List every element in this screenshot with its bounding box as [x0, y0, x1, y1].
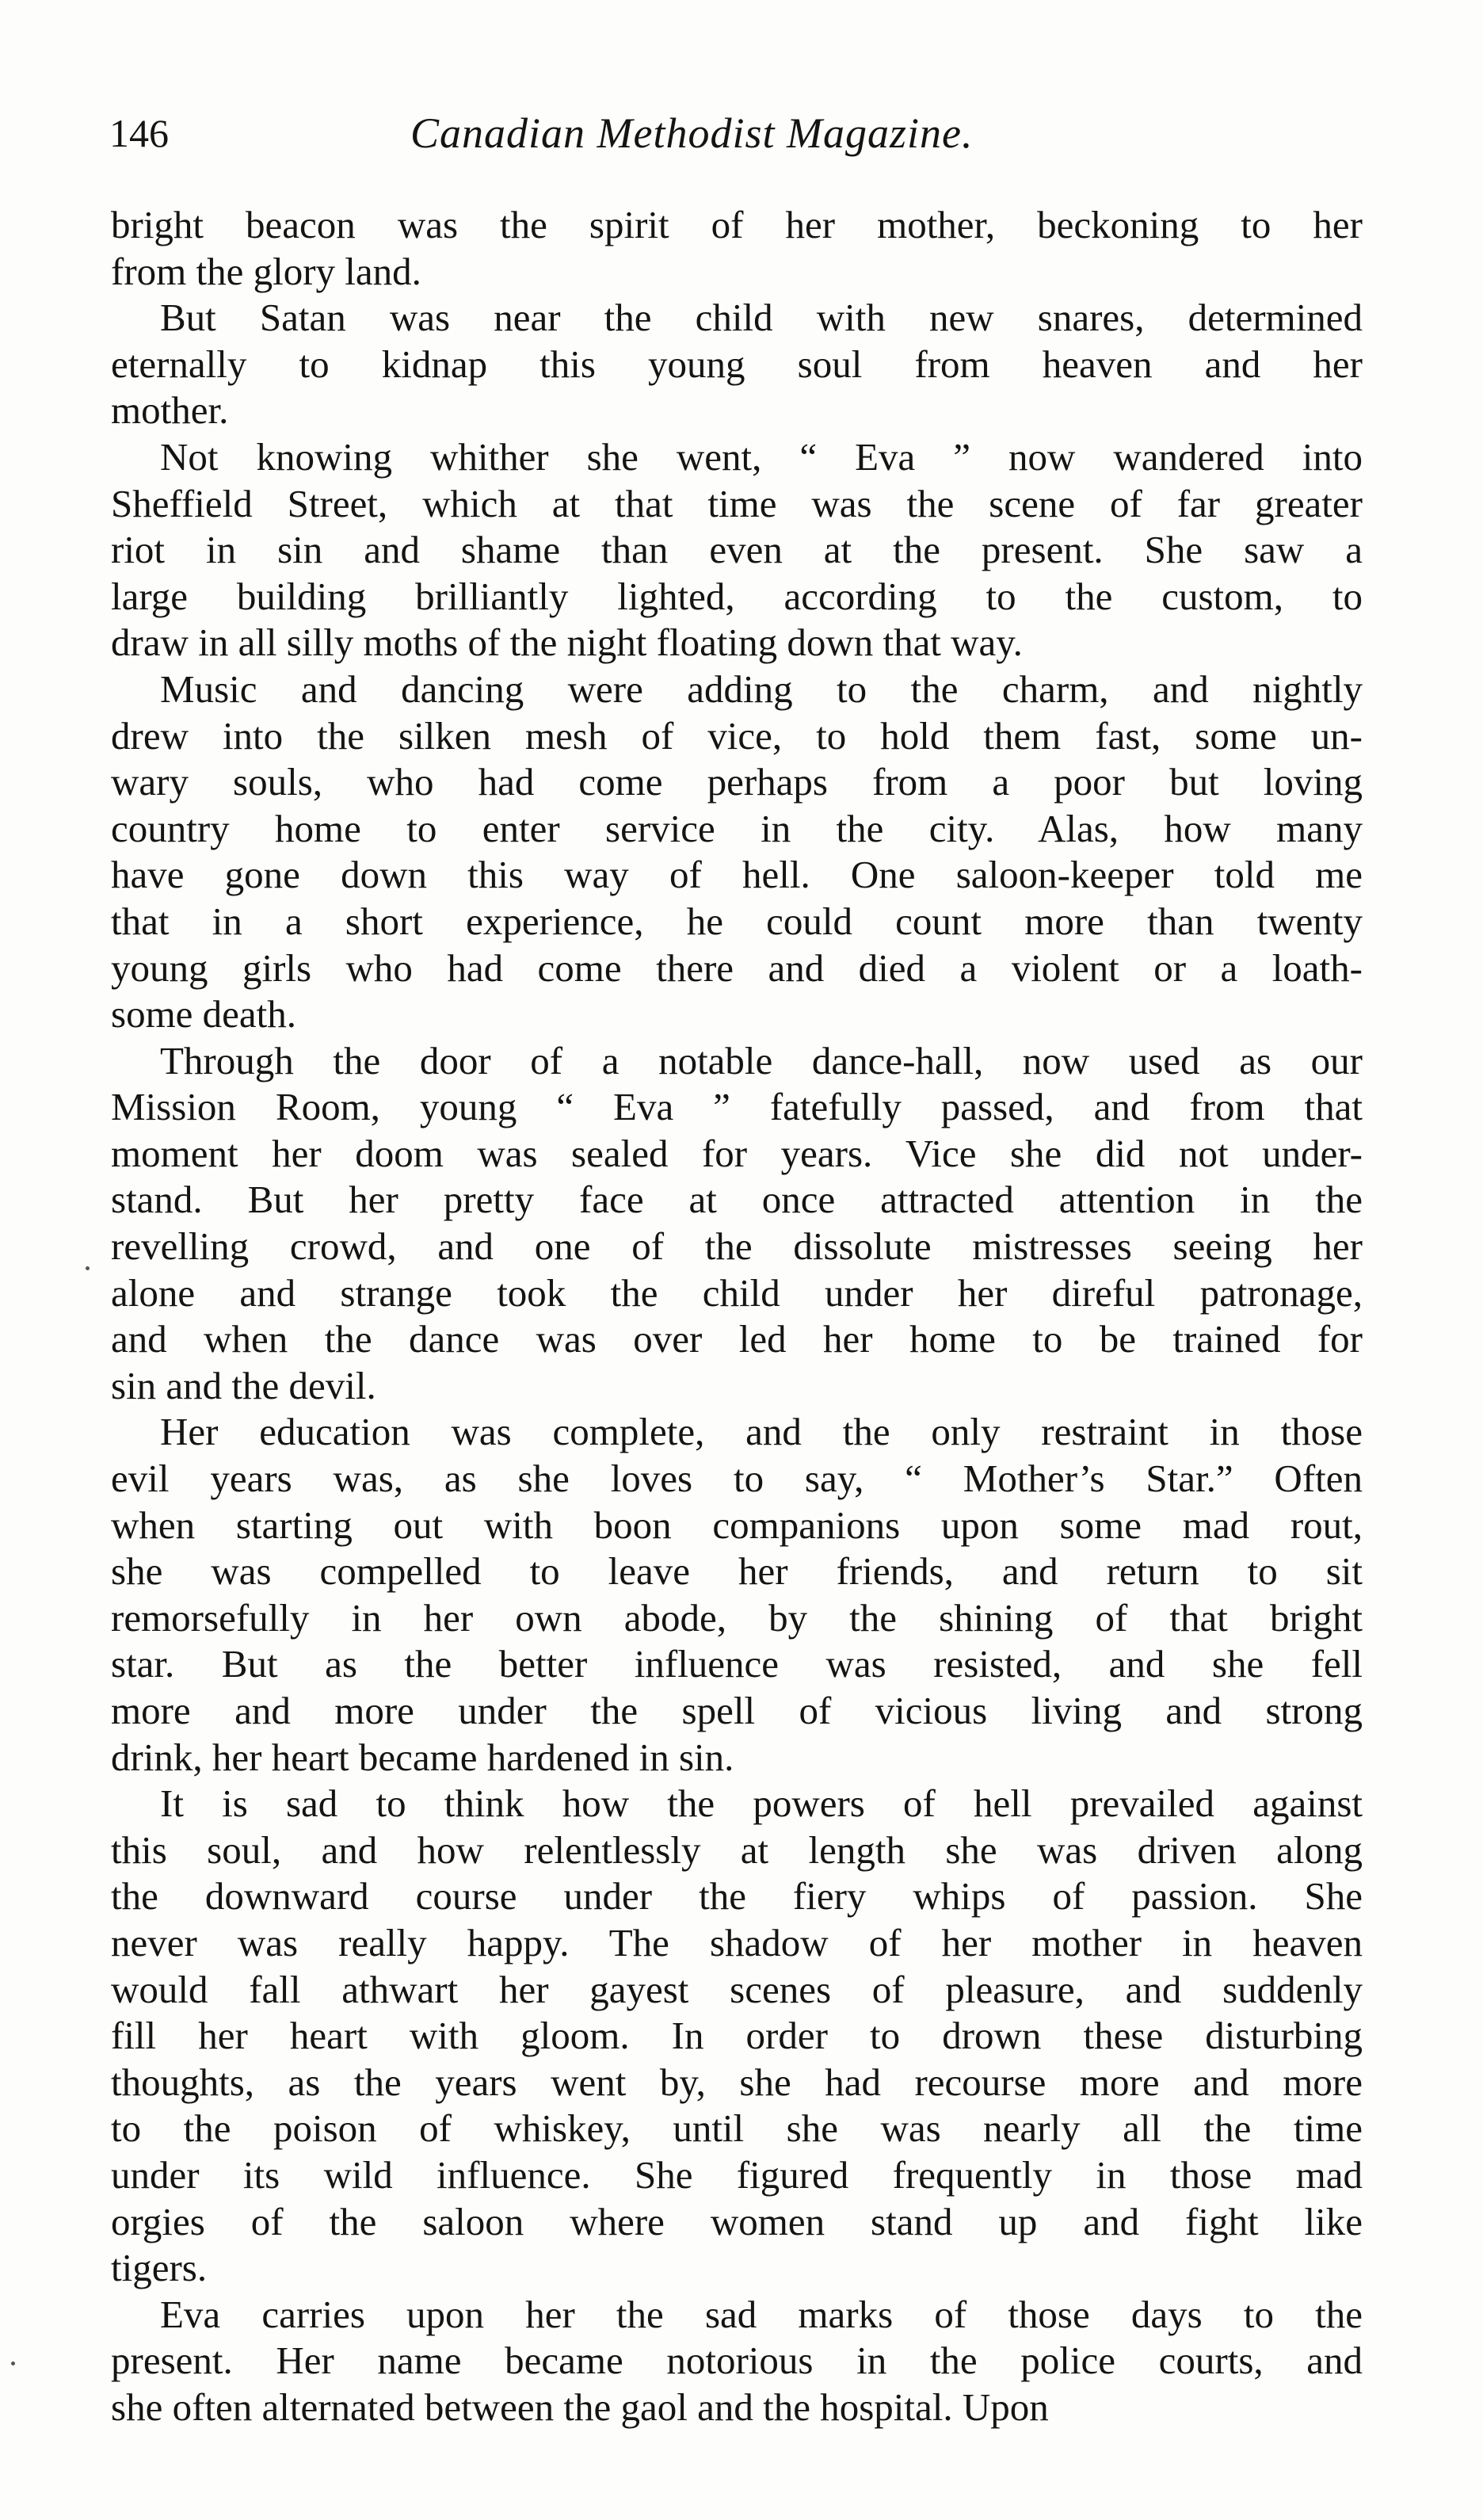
text-line: to the poison of whiskey, until she was nearly all the time [111, 2106, 1363, 2151]
text-line: she was compelled to leave her friends, and return to sit [111, 1549, 1363, 1594]
text-line: and when the dance was over led her home to be trained for [111, 1317, 1363, 1361]
text-line: But Satan was near the child with new snares, determined [160, 296, 1363, 340]
text-line: Mission Room, young “ Eva ” fatefully passed, and from that [111, 1085, 1363, 1129]
paragraph [111, 295, 1363, 434]
text-line: star. But as the better influence was resisted, and she fell [111, 1642, 1363, 1686]
running-title: Canadian Methodist Magazine. [410, 109, 974, 157]
text-line: stand. But her pretty face at once attracted attention in the [111, 1178, 1363, 1222]
text-line: riot in sin and shame than even at the present. She saw a [111, 528, 1363, 572]
text-line: bright beacon was the spirit of her mother, beckoning to her [111, 203, 1363, 246]
text-line: that in a short experience, he could count more than twenty [111, 899, 1363, 943]
text-line: sin and the devil. [111, 1363, 376, 1407]
print-speck [86, 1266, 90, 1270]
text-line: remorsefully in her own abode, by the shining of that bright [111, 1595, 1363, 1640]
text-line: Eva carries upon her the sad marks of those days to the [160, 2292, 1363, 2336]
text-line: some death. [111, 992, 297, 1037]
text-line: Sheffield Street, which at that time was the scene of far greater [111, 481, 1363, 525]
paragraph [111, 1409, 1363, 1781]
print-speck [11, 2362, 15, 2365]
text-line: more and more under the spell of vicious living and strong [111, 1689, 1363, 1732]
text-line: from the glory land. [111, 249, 421, 293]
text-line: revelling crowd, and one of the dissolute mistresses seeing her [111, 1224, 1363, 1269]
page-header [109, 109, 1361, 165]
paragraph [111, 202, 1363, 295]
text-line: under its wild influence. She figured frequently in those mad [111, 2152, 1363, 2197]
text-line: young girls who had come there and died a violent or a loath- [111, 945, 1363, 990]
paragraph [111, 1781, 1363, 2292]
text-line: eternally to kidnap this young soul from heaven and her [111, 342, 1363, 386]
text-line: moment her doom was sealed for years. Vice she did not under- [111, 1131, 1363, 1175]
text-line: evil years was, as she loves to say, “ Mother’s Star.” Often [111, 1457, 1363, 1501]
text-line: Through the door of a notable dance-hall, now used as our [160, 1038, 1363, 1082]
text-line: It is sad to think how the powers of hell prevailed against [160, 1781, 1363, 1826]
article-body [111, 202, 1363, 2431]
text-line: large building brilliantly lighted, according to the custom, to [111, 574, 1363, 618]
text-line: draw in all silly moths of the night floating down that way. [111, 620, 1023, 665]
text-line: drink, her heart became hardened in sin. [111, 1735, 734, 1779]
text-line: this soul, and how relentlessly at length she was driven along [111, 1827, 1363, 1872]
text-line: drew into the silken mesh of vice, to hold them fast, some un- [111, 713, 1363, 758]
page-number: 146 [109, 111, 169, 155]
text-line: mother. [111, 388, 229, 433]
text-line: she often alternated between the gaol and the hospital. Upon [111, 2384, 1049, 2429]
text-line: the downward course under the fiery whips of passion. She [111, 1874, 1363, 1919]
text-line: would fall athwart her gayest scenes of pleasure, and suddenly [111, 1967, 1363, 2011]
text-line: country home to enter service in the city. Alas, how many [111, 806, 1363, 850]
text-line: alone and strange took the child under her direful patronage, [111, 1270, 1363, 1315]
paragraph [111, 434, 1363, 666]
text-line: thoughts, as the years went by, she had recourse more and more [111, 2060, 1363, 2104]
text-line: tigers. [111, 2246, 208, 2290]
text-line: present. Her name became notorious in the police courts, and [111, 2339, 1363, 2383]
text-line: orgies of the saloon where women stand up and fight like [111, 2199, 1363, 2243]
text-line: when starting out with boon companions upon some mad rout, [111, 1502, 1363, 1547]
text-line: fill her heart with gloom. In order to drown these disturbing [111, 2014, 1363, 2058]
paragraph [111, 2292, 1363, 2431]
text-line: Her education was complete, and the only restraint in those [160, 1410, 1363, 1454]
text-line: Not knowing whither she went, “ Eva ” now wandered into [160, 434, 1363, 479]
text-line: wary souls, who had come perhaps from a poor but loving [111, 760, 1363, 804]
paragraph [111, 666, 1363, 1038]
text-line: have gone down this way of hell. One saloon-keeper told me [111, 853, 1363, 897]
text-line: Music and dancing were adding to the charm, and nightly [160, 666, 1363, 711]
paragraph [111, 1038, 1363, 1410]
text-line: never was really happy. The shadow of her mother in heaven [111, 1920, 1363, 1964]
